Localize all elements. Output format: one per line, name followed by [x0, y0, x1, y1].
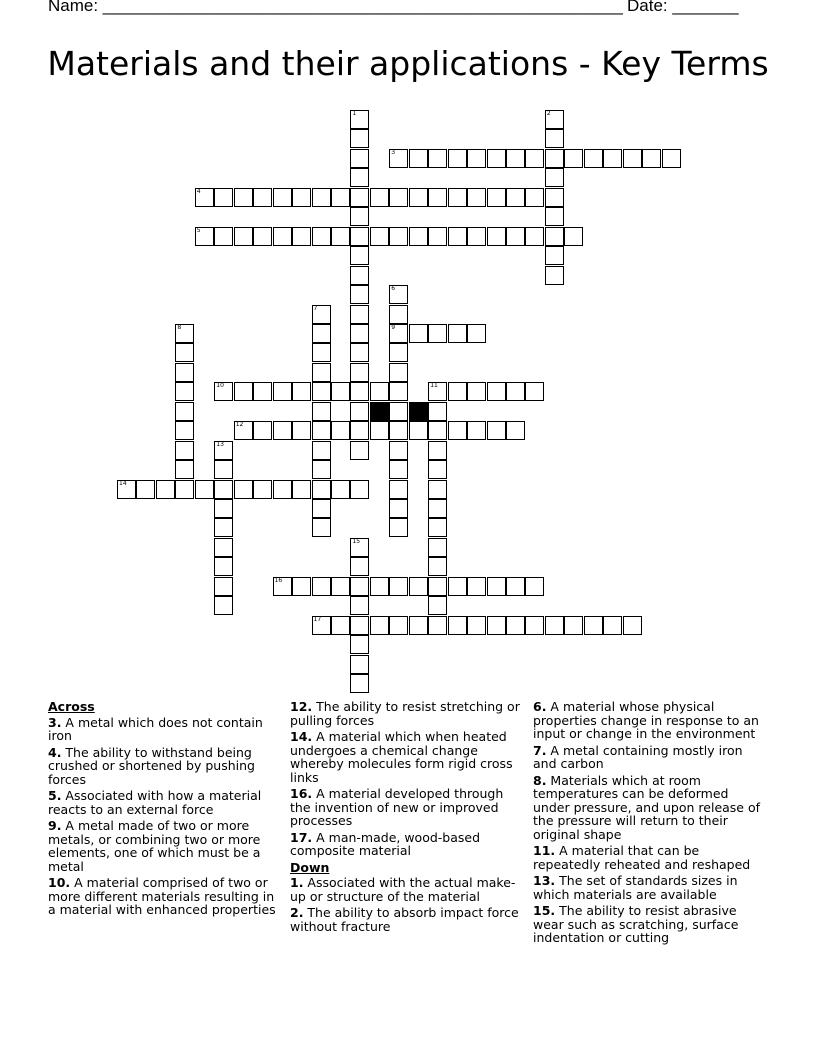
grid-cell[interactable] [448, 188, 467, 207]
clue-number: 17. [290, 829, 313, 845]
grid-cell[interactable] [506, 149, 525, 168]
grid-cell[interactable] [525, 382, 544, 401]
grid-cell[interactable] [350, 616, 369, 635]
grid-cell[interactable] [350, 285, 369, 304]
grid-cell[interactable] [623, 149, 642, 168]
grid-cell[interactable] [253, 382, 272, 401]
grid-cell[interactable] [175, 441, 194, 460]
grid-cell[interactable] [428, 460, 447, 479]
grid-cell[interactable] [175, 382, 194, 401]
grid-cell[interactable] [525, 227, 544, 246]
grid-cell[interactable] [409, 227, 428, 246]
grid-cell[interactable] [506, 421, 525, 440]
clue-text: Materials which at room temperatures can be deformed under pressure, and upon release of the pressure will return to their original shape [533, 772, 761, 842]
grid-cell[interactable] [234, 188, 253, 207]
clues-column-1 [48, 700, 283, 920]
grid-cell[interactable] [350, 266, 369, 285]
grid-cell[interactable] [312, 324, 331, 343]
grid-cell[interactable] [350, 343, 369, 362]
grid-cell[interactable] [389, 149, 408, 168]
grid-cell[interactable] [389, 616, 408, 635]
clue-text: A material developed through the invention of new or improved processes [290, 786, 504, 828]
cell-number: 3 [391, 148, 396, 156]
clue-number: 4. [48, 744, 62, 760]
grid-cell[interactable] [545, 188, 564, 207]
grid-cell[interactable] [525, 577, 544, 596]
grid-cell[interactable] [448, 421, 467, 440]
grid-cell[interactable] [525, 149, 544, 168]
clue-number: 2. [290, 905, 304, 920]
grid-cell[interactable] [428, 577, 447, 596]
clue-text: The ability to withstand being crushed or shortened by pushing forces [48, 744, 255, 787]
grid-cell[interactable] [545, 616, 564, 635]
grid-cell[interactable] [506, 616, 525, 635]
grid-cell[interactable] [389, 480, 408, 499]
across-clue [48, 819, 283, 873]
grid-cell[interactable] [564, 616, 583, 635]
grid-cell[interactable] [195, 188, 214, 207]
grid-cell[interactable] [312, 363, 331, 382]
grid-cell[interactable] [292, 480, 311, 499]
grid-cell[interactable] [662, 149, 681, 168]
name-line: Name: _______________________________________________________ [48, 0, 623, 15]
grid-cell[interactable] [545, 129, 564, 148]
grid-cell[interactable] [350, 480, 369, 499]
grid-cell[interactable] [273, 577, 292, 596]
grid-cell[interactable] [273, 480, 292, 499]
grid-cell[interactable] [312, 499, 331, 518]
clue-text: The ability to resist abrasive wear such as scratching, surface indentation or cutting [533, 903, 739, 945]
grid-cell[interactable] [214, 441, 233, 460]
cell-number: 10 [216, 382, 224, 390]
grid-cell[interactable] [312, 227, 331, 246]
grid-cell[interactable] [564, 227, 583, 246]
grid-cell[interactable] [603, 149, 622, 168]
grid-cell[interactable] [312, 402, 331, 421]
grid-cell[interactable] [350, 596, 369, 615]
grid-cell[interactable] [350, 207, 369, 226]
grid-cell[interactable] [487, 149, 506, 168]
grid-cell[interactable] [273, 421, 292, 440]
grid-cell[interactable] [312, 518, 331, 537]
grid-cell[interactable] [253, 421, 272, 440]
grid-cell[interactable] [214, 499, 233, 518]
grid-cell[interactable] [312, 421, 331, 440]
grid-cell[interactable] [350, 577, 369, 596]
grid-cell[interactable] [331, 227, 350, 246]
grid-cell[interactable] [350, 655, 369, 674]
grid-cell[interactable] [525, 188, 544, 207]
page-title: Materials and their applications - Key Terms [47, 44, 769, 83]
across-clue [290, 700, 525, 727]
grid-cell[interactable] [506, 577, 525, 596]
clue-number: 10. [48, 875, 71, 890]
grid-cell[interactable] [506, 382, 525, 401]
clues-column-3 [533, 700, 768, 948]
grid-cell[interactable] [350, 402, 369, 421]
cell-number: 5 [196, 226, 201, 234]
cell-number: 11 [430, 382, 438, 390]
grid-cell[interactable] [389, 305, 408, 324]
grid-cell[interactable] [214, 460, 233, 479]
grid-cell[interactable] [214, 480, 233, 499]
cell-number: 9 [391, 323, 396, 331]
grid-cell[interactable] [312, 577, 331, 596]
grid-cell[interactable] [292, 421, 311, 440]
down-clue [533, 744, 768, 771]
grid-cell[interactable] [545, 110, 564, 129]
clue-number: 13. [533, 873, 556, 888]
grid-cell[interactable] [350, 635, 369, 654]
grid-cell[interactable] [428, 480, 447, 499]
grid-cell[interactable] [350, 441, 369, 460]
grid-cell[interactable] [642, 149, 661, 168]
clue-number: 3. [48, 714, 62, 730]
grid-cell[interactable] [350, 168, 369, 187]
grid-cell[interactable] [253, 188, 272, 207]
grid-cell[interactable] [409, 324, 428, 343]
grid-cell[interactable] [214, 188, 233, 207]
grid-cell[interactable] [467, 616, 486, 635]
grid-cell[interactable] [156, 480, 175, 499]
clue-text: A metal which does not contain iron [48, 714, 263, 743]
cell-number: 17 [313, 615, 322, 623]
grid-cell[interactable] [175, 421, 194, 440]
grid-cell[interactable] [175, 324, 194, 343]
clue-text: A metal made of two or more metals, or combining two or more elements, one of which must be a metal [48, 818, 261, 874]
grid-cell[interactable] [487, 382, 506, 401]
grid-cell[interactable] [214, 557, 233, 576]
grid-cell[interactable] [273, 227, 292, 246]
grid-cell[interactable] [370, 577, 389, 596]
down-clue [533, 844, 768, 871]
grid-cell[interactable] [428, 518, 447, 537]
grid-cell[interactable] [428, 188, 447, 207]
grid-cell[interactable] [175, 460, 194, 479]
grid-cell[interactable] [428, 402, 447, 421]
grid-cell[interactable] [312, 305, 331, 324]
grid-cell[interactable] [331, 421, 350, 440]
grid-cell[interactable] [350, 227, 369, 246]
grid-cell[interactable] [350, 557, 369, 576]
grid-cell[interactable] [331, 188, 350, 207]
grid-cell[interactable] [389, 577, 408, 596]
grid-cell[interactable] [389, 460, 408, 479]
grid-cell[interactable] [312, 382, 331, 401]
grid-cell[interactable] [428, 324, 447, 343]
cell-number: 15 [352, 537, 361, 545]
grid-cell[interactable] [214, 518, 233, 537]
grid-cell[interactable] [584, 616, 603, 635]
cell-number: 14 [119, 479, 127, 487]
grid-cell[interactable] [350, 305, 369, 324]
clue-number: 6. [533, 699, 547, 714]
grid-cell[interactable] [136, 480, 155, 499]
clue-text: The ability to resist stretching or pulling forces [290, 699, 520, 728]
grid-cell[interactable] [350, 538, 369, 557]
grid-cell[interactable] [389, 421, 408, 440]
grid-cell[interactable] [370, 421, 389, 440]
across-clue [48, 789, 283, 816]
grid-cell[interactable] [487, 188, 506, 207]
grid-cell[interactable] [389, 518, 408, 537]
grid-cell[interactable] [428, 227, 447, 246]
grid-cell[interactable] [545, 266, 564, 285]
down-clue [533, 904, 768, 945]
across-clue [290, 831, 525, 858]
grid-cell[interactable] [312, 343, 331, 362]
clue-number: 7. [533, 742, 547, 758]
grid-cell[interactable] [467, 382, 486, 401]
grid-cell[interactable] [117, 480, 136, 499]
down-heading: Down [290, 859, 330, 875]
across-clue [48, 876, 283, 917]
grid-cell[interactable] [487, 577, 506, 596]
grid-cell[interactable] [448, 577, 467, 596]
grid-cell[interactable] [389, 499, 408, 518]
down-clue [533, 874, 768, 901]
grid-cell[interactable] [234, 480, 253, 499]
clue-number: 1. [290, 875, 304, 890]
clue-number: 12. [290, 699, 313, 714]
grid-cell[interactable] [409, 616, 428, 635]
grid-cell[interactable] [350, 382, 369, 401]
grid-cell[interactable] [350, 363, 369, 382]
grid-cell[interactable] [370, 227, 389, 246]
across-clue [48, 746, 283, 787]
grid-cell[interactable] [370, 616, 389, 635]
clue-text: Associated with how a material reacts to an external force [48, 788, 262, 817]
grid-cell[interactable] [195, 480, 214, 499]
grid-cell[interactable] [409, 149, 428, 168]
black-cell [409, 402, 428, 421]
grid-cell[interactable] [214, 382, 233, 401]
grid-cell[interactable] [448, 616, 467, 635]
clue-text: A material which when heated undergoes a chemical change whereby molecules form rigid cross links [290, 729, 513, 785]
grid-cell[interactable] [545, 168, 564, 187]
grid-cell[interactable] [175, 363, 194, 382]
down-clue [290, 906, 525, 933]
clue-number: 16. [290, 786, 313, 801]
clue-number: 15. [533, 903, 556, 918]
grid-cell[interactable] [428, 499, 447, 518]
grid-cell[interactable] [350, 674, 369, 693]
grid-cell[interactable] [350, 421, 369, 440]
grid-cell[interactable] [350, 129, 369, 148]
grid-cell[interactable] [409, 577, 428, 596]
grid-cell[interactable] [448, 149, 467, 168]
grid-cell[interactable] [175, 343, 194, 362]
grid-cell[interactable] [195, 227, 214, 246]
grid-cell[interactable] [545, 227, 564, 246]
grid-cell[interactable] [234, 421, 253, 440]
grid-cell[interactable] [350, 188, 369, 207]
grid-cell[interactable] [312, 460, 331, 479]
cell-number: 8 [177, 323, 182, 331]
cell-number: 7 [313, 304, 318, 312]
grid-cell[interactable] [389, 363, 408, 382]
grid-cell[interactable] [370, 188, 389, 207]
grid-cell[interactable] [545, 149, 564, 168]
grid-cell[interactable] [545, 207, 564, 226]
clue-text: A material that can be repeatedly reheated and reshaped [533, 843, 751, 872]
grid-cell[interactable] [234, 227, 253, 246]
grid-cell[interactable] [467, 421, 486, 440]
grid-cell[interactable] [545, 246, 564, 265]
grid-cell[interactable] [292, 577, 311, 596]
date-line: Date: _______ [627, 0, 739, 15]
grid-cell[interactable] [525, 616, 544, 635]
clue-text: A material comprised of two or more different materials resulting in a material with enhanced properties [48, 875, 276, 917]
grid-cell[interactable] [389, 343, 408, 362]
grid-cell[interactable] [350, 149, 369, 168]
grid-cell[interactable] [467, 149, 486, 168]
grid-cell[interactable] [506, 227, 525, 246]
clue-text: The ability to absorb impact force without fracture [290, 905, 519, 934]
across-heading: Across [48, 699, 95, 714]
grid-cell[interactable] [389, 382, 408, 401]
grid-cell[interactable] [389, 285, 408, 304]
grid-cell[interactable] [487, 421, 506, 440]
grid-cell[interactable] [253, 227, 272, 246]
grid-cell[interactable] [409, 188, 428, 207]
grid-cell[interactable] [428, 557, 447, 576]
clue-text: A man-made, wood-based composite material [290, 829, 481, 858]
black-cell [370, 402, 389, 421]
grid-cell[interactable] [428, 382, 447, 401]
cell-number: 2 [546, 110, 551, 117]
grid-cell[interactable] [331, 480, 350, 499]
grid-cell[interactable] [273, 188, 292, 207]
grid-cell[interactable] [331, 382, 350, 401]
across-clue [48, 716, 283, 743]
grid-cell[interactable] [175, 480, 194, 499]
across-clue [290, 730, 525, 784]
grid-cell[interactable] [312, 480, 331, 499]
grid-cell[interactable] [214, 538, 233, 557]
across-clue [290, 787, 525, 828]
grid-cell[interactable] [292, 382, 311, 401]
grid-cell[interactable] [312, 188, 331, 207]
cell-number: 12 [235, 421, 244, 429]
grid-cell[interactable] [214, 577, 233, 596]
grid-cell[interactable] [389, 188, 408, 207]
grid-cell[interactable] [389, 227, 408, 246]
grid-cell[interactable] [467, 324, 486, 343]
grid-cell[interactable] [467, 577, 486, 596]
grid-cell[interactable] [350, 324, 369, 343]
grid-cell[interactable] [467, 227, 486, 246]
grid-cell[interactable] [448, 324, 467, 343]
cell-number: 13 [216, 440, 224, 448]
clue-number: 9. [48, 818, 62, 833]
grid-cell[interactable] [389, 441, 408, 460]
grid-cell[interactable] [175, 402, 194, 421]
grid-cell[interactable] [448, 382, 467, 401]
grid-cell[interactable] [389, 402, 408, 421]
grid-cell[interactable] [312, 441, 331, 460]
grid-cell[interactable] [564, 149, 583, 168]
grid-cell[interactable] [214, 227, 233, 246]
grid-cell[interactable] [350, 110, 369, 129]
grid-cell[interactable] [448, 227, 467, 246]
down-clue [533, 774, 768, 842]
grid-cell[interactable] [253, 480, 272, 499]
clue-text: The set of standards sizes in which materials are available [533, 873, 738, 902]
grid-cell[interactable] [292, 227, 311, 246]
grid-cell[interactable] [214, 596, 233, 615]
grid-cell[interactable] [603, 616, 622, 635]
clues-column-2 [290, 700, 525, 936]
grid-cell[interactable] [428, 538, 447, 557]
grid-cell[interactable] [350, 246, 369, 265]
grid-cell[interactable] [331, 616, 350, 635]
clue-number: 5. [48, 788, 62, 803]
grid-cell[interactable] [467, 188, 486, 207]
grid-cell[interactable] [428, 616, 447, 635]
grid-cell[interactable] [487, 227, 506, 246]
grid-cell[interactable] [370, 382, 389, 401]
grid-cell[interactable] [584, 149, 603, 168]
grid-cell[interactable] [623, 616, 642, 635]
grid-cell[interactable] [273, 382, 292, 401]
grid-cell[interactable] [428, 421, 447, 440]
down-clue [290, 876, 525, 903]
grid-cell[interactable] [428, 596, 447, 615]
clue-text: Associated with the actual make-up or structure of the material [290, 875, 516, 904]
grid-cell[interactable] [234, 382, 253, 401]
cell-number: 1 [352, 110, 357, 117]
grid-cell[interactable] [428, 149, 447, 168]
clue-text: A material whose physical properties change in response to an input or change in the environment [533, 699, 759, 741]
grid-cell[interactable] [312, 616, 331, 635]
cell-number: 4 [196, 187, 201, 195]
grid-cell[interactable] [487, 616, 506, 635]
cell-number: 16 [274, 576, 283, 584]
clue-text: A metal containing mostly iron and carbon [533, 742, 743, 771]
clue-number: 8. [533, 772, 547, 788]
clue-number: 11. [533, 843, 556, 858]
grid-cell[interactable] [389, 324, 408, 343]
grid-cell[interactable] [428, 441, 447, 460]
clue-number: 14. [290, 729, 313, 744]
grid-cell[interactable] [331, 577, 350, 596]
grid-cell[interactable] [292, 188, 311, 207]
grid-cell[interactable] [506, 188, 525, 207]
cell-number: 6 [391, 285, 396, 293]
grid-cell[interactable] [409, 421, 428, 440]
down-clue [533, 700, 768, 741]
